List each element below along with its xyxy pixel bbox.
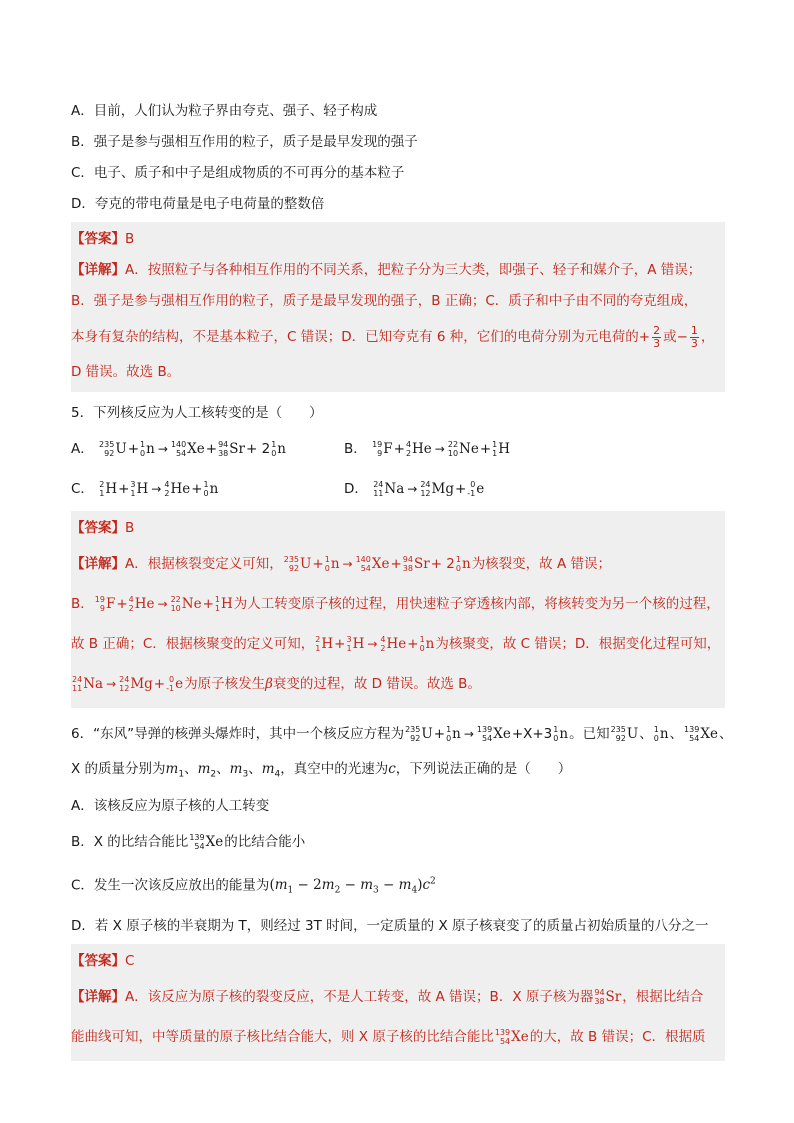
q5-answer: 【答案】B [71,520,135,536]
q6-answer-block [71,944,725,1061]
q4-answer-block [71,222,725,392]
q5-option-d: D． 24 11 Na → 24 12 Mg + 0 -1 e [344,480,485,498]
q4-detail-line-1: 【详解】A．按照粒子与各种相互作用的不同关系，把粒子分为三大类，即强子、轻子和媒介子，A 错误； [71,262,702,278]
q5-detail-line-1: 【详解】A．根据核裂变定义可知， 235 92 U + 1 0 n → 140 54 Xe + 94 38 Sr + 2 1 0 n 为核裂变，故 A 错误； [71,555,612,573]
fraction-two-thirds: $\frac{2}{3}$ [653,323,661,350]
q5-options-row-1 [71,429,725,469]
worksheet-page [71,96,733,1067]
q5-option-c: C． 2 1 H + 3 1 H → 4 2 He + 1 0 n [71,480,219,498]
q4-option-b: B．强子是参与强相互作用的粒子，质子是最早发现的强子 [71,134,418,150]
q4-option-a: A．目前，人们认为粒子界由夸克、强子、轻子构成 [71,103,378,119]
fraction-one-third: $\frac{1}{3}$ [690,323,698,350]
q4-option-d: D．夸克的带电荷量是电子电荷量的整数倍 [71,196,325,212]
q6-detail-line-2: 能曲线可知，中等质量的原子核比结合能大，则 X 原子核的比结合能比 139 54 Xe 的大，故 B 错误；C．根据质 [71,1027,706,1046]
q6-stem-line-1: 6．“东风”导弹的核弹头爆炸时，其中一个核反应方程为 235 92 U + 1 0 n → 139 54 Xe +X+3 1 0 n 。已知 235 92 U 、 1 0 n 、 139 54 Xe 、 [71,725,733,743]
q5-detail-line-4: 24 11 Na → 24 12 Mg + 0 -1 e 为原子核发生β衰变的过程，故 D 错误。故选 B。 [72,675,481,693]
q5-detail-line-3: 故 B 正确；C．根据核聚变的定义可知， 2 1 H + 3 1 H → 4 2 He + 1 0 n 为核聚变，故 C 错误；D．根据变化过程可知， [71,635,721,653]
q6-option-a: A．该核反应为原子核的人工转变 [71,797,270,814]
q5-option-b: B． 19 9 F + 4 2 He → 22 10 Ne + 1 1 H [344,440,511,458]
q4-option-c: C．电子、质子和中子是组成物质的不可再分的基本粒子 [71,165,405,181]
q6-option-b: B．X 的比结合能比 139 54 Xe 的比结合能小 [71,832,306,851]
q5-stem: 5．下列核反应为人工核转变的是（ ） [71,405,323,421]
q5-option-a: A． 235 92 U + 1 0 n → 140 54 Xe + 94 38 Sr + 2 1 0 n [71,440,286,458]
q5-answer-block [71,511,725,708]
q4-detail-line-2: B．强子是参与强相互作用的粒子，质子是最早发现的强子，B 正确；C．质子和中子由不同的夸克组成， [71,293,698,309]
q6-detail-line-1: 【详解】A．该反应为原子核的裂变反应，不是人工转变，故 A 错误；B．X 原子核为器 94 38 Sr ，根据比结合 [71,987,704,1006]
q6-option-d: D．若 X 原子核的半衰期为 T，则经过 3T 时间，一定质量的 X 原子核衰变了的质量占初始质量的八分之一 [71,917,709,934]
q4-detail-line-3: 本身有复杂的结构，不是基本粒子，C 错误；D．已知夸克有 6 种，它们的电荷分别为元电荷的+ $\frac{2}{3}$ 或− $\frac{1}{3}$ ， [71,323,715,350]
q6-answer: 【答案】C [71,952,135,969]
q6-option-c: C．发生一次该反应放出的能量为$(m_1 - 2m_2 - m_3 - m_4)c^2$ [71,876,436,896]
q5-detail-line-2: B． 19 9 F + 4 2 He → 22 10 Ne + 1 1 H 为人工转变原子核的过程，用快速粒子穿透核内部，将核转变为另一个核的过程， [71,595,720,613]
q6-stem-line-2: X 的质量分别为$m_1$、$m_2$、$m_3$、$m_4$，真空中的光速为c，下列说法正确的是（ ） [71,761,572,780]
q4-answer: 【答案】B [71,231,135,247]
q5-options-row-2 [71,469,725,509]
q4-detail-line-4: D 错误。故选 B。 [71,364,181,380]
